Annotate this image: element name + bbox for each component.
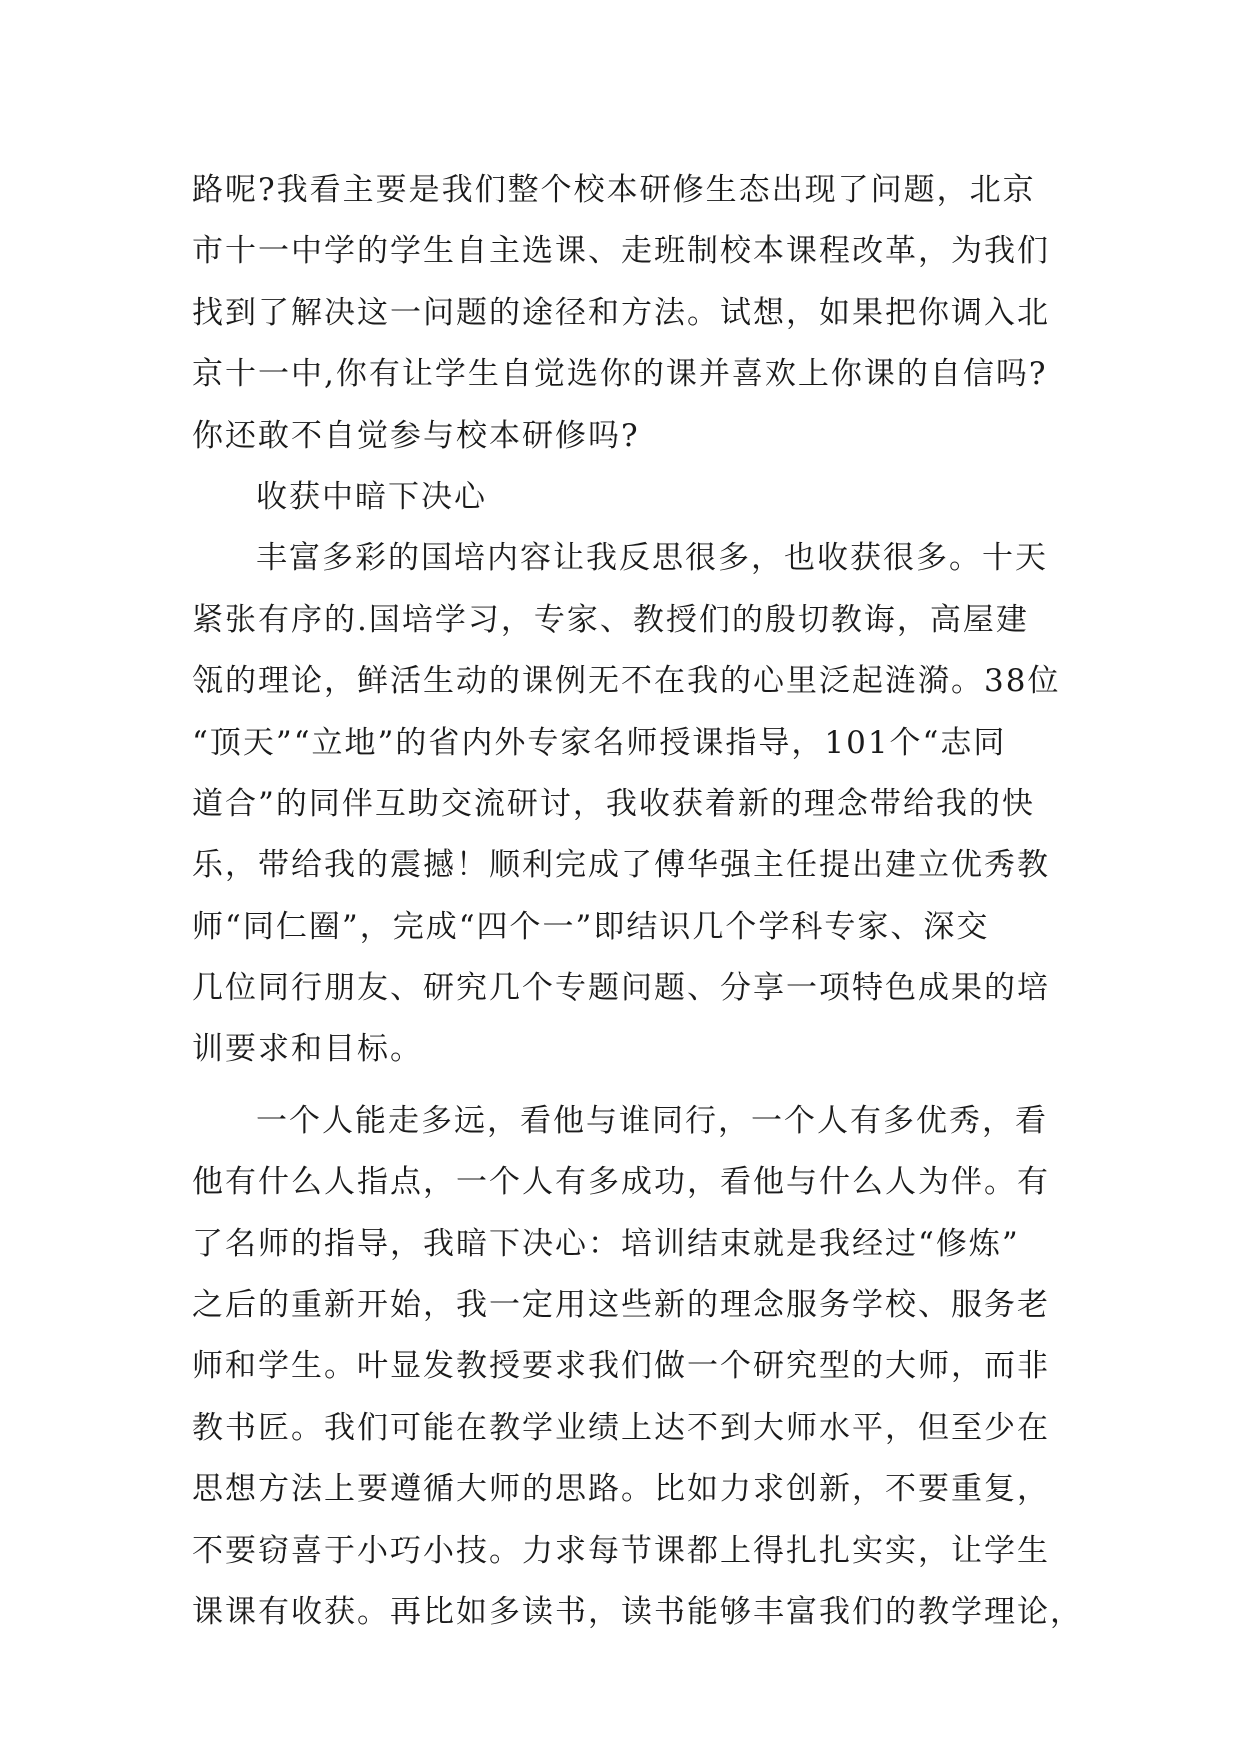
paragraph-gap	[192, 1081, 1052, 1091]
paragraph-3	[192, 1091, 1083, 1644]
text-line: 紧张有序的.国培学习，专家、教授们的殷切教诲，高屋建	[192, 601, 1029, 638]
text-line: 不要窃喜于小巧小技。力求每节课都上得扎扎实实，让学生	[192, 1532, 1050, 1569]
text-line: 找到了解决这一问题的途径和方法。试想，如果把你调入北	[192, 294, 1050, 331]
text-line: 课课有收获。再比如多读书，读书能够丰富我们的教学理论，	[192, 1593, 1083, 1630]
text-line: “顶天”“立地”的省内外专家名师授课指导，101个“志同	[192, 724, 1007, 761]
document-body	[192, 160, 1083, 1643]
text-line: 京十一中,你有让学生自觉选你的课并喜欢上你课的自信吗?	[192, 356, 1048, 393]
paragraph-2	[192, 528, 1061, 1081]
text-line: 教书匠。我们可能在教学业绩上达不到大师水平，但至少在	[192, 1409, 1050, 1446]
text-line: 师“同仁圈”，完成“四个一”即结识几个学科专家、深交	[192, 908, 990, 945]
text-line: 师和学生。叶显发教授要求我们做一个研究型的大师，而非	[192, 1348, 1050, 1385]
text-line: 路呢?我看主要是我们整个校本研修生态出现了问题，北京	[192, 172, 1036, 208]
text-line: 了名师的指导，我暗下决心：培训结束就是我经过“修炼”	[192, 1225, 1020, 1262]
text-line: 丰富多彩的国培内容让我反思很多，也收获很多。十天	[256, 540, 1048, 577]
text-line: 瓴的理论，鲜活生动的课例无不在我的心里泛起涟漪。38位	[192, 663, 1061, 700]
text-line: 几位同行朋友、研究几个专题问题、分享一项特色成果的培	[192, 970, 1050, 1007]
text-line: 他有什么人指点，一个人有多成功，看他与什么人为伴。有	[192, 1164, 1050, 1201]
paragraph-1	[192, 160, 1052, 467]
text-line: 训要求和目标。	[192, 1031, 423, 1068]
text-line: 思想方法上要遵循大师的思路。比如力求创新，不要重复，	[192, 1471, 1050, 1508]
text-line: 乐，带给我的震撼！顺利完成了傅华强主任提出建立优秀教	[192, 847, 1050, 884]
section-heading: 收获中暗下决心	[256, 478, 487, 515]
text-line: 市十一中学的学生自主选课、走班制校本课程改革，为我们	[192, 233, 1050, 270]
text-line: 道合”的同伴互助交流研讨，我收获着新的理念带给我的快	[192, 785, 1035, 822]
text-line: 你还敢不自觉参与校本研修吗?	[192, 417, 640, 454]
text-line: 一个人能走多远，看他与谁同行，一个人有多优秀，看	[256, 1102, 1048, 1139]
text-line: 之后的重新开始，我一定用这些新的理念服务学校、服务老	[192, 1287, 1050, 1324]
